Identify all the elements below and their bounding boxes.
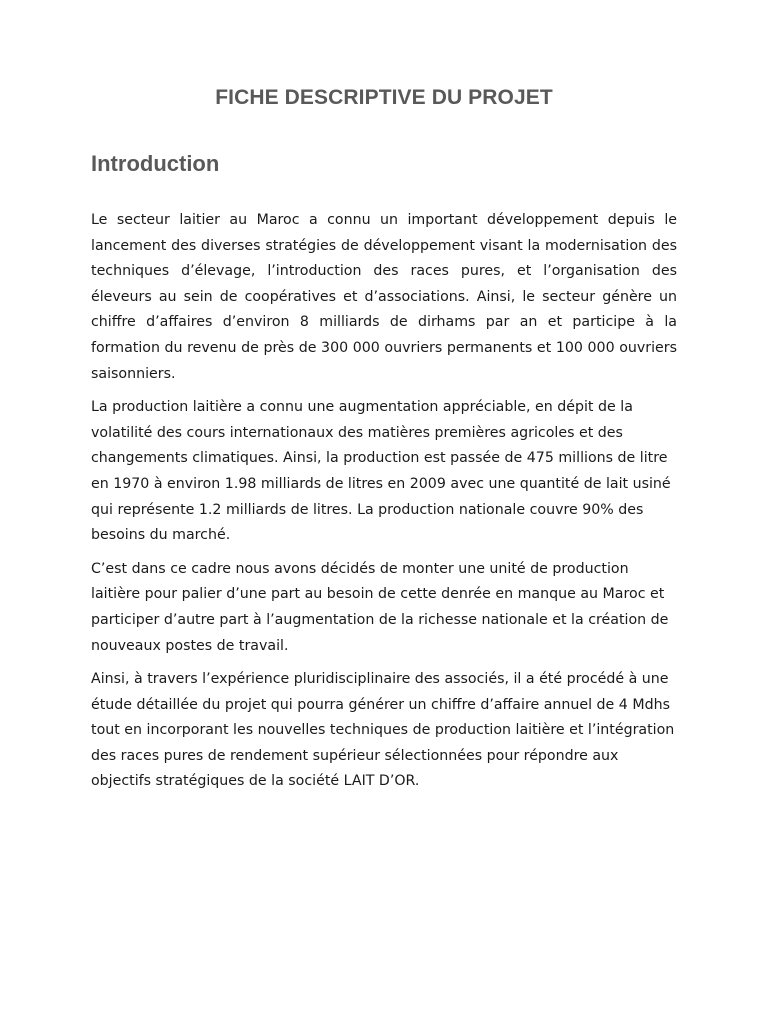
paragraph-4: Ainsi, à travers l’expérience pluridisciplinaire des associés, il a été procédé à une étude détaillée du projet qui pourra générer un chiffre d’affaire annuel de 4 Mdhs tout en incorporant les nouvelles techniques de production laitière et l’intégration des races pures de rendement supérieur sélectionnées pour répondre aux objectifs stratégiques de la société LAIT D’OR.: [91, 671, 675, 790]
document-title: FICHE DESCRIPTIVE DU PROJET: [215, 86, 553, 109]
section-heading-introduction: Introduction: [91, 151, 220, 176]
paragraph-2: La production laitière a connu une augmentation appréciable, en dépit de la volatilité des cours internationaux des matières premières agricoles et des changements climatiques. Ainsi, la production est passée de 475 millions de litre en 1970 à environ 1.98 milliards de litres en 2009 avec une quantité de lait usiné qui représente 1.2 milliards de litres. La production nationale couvre 90% des besoins du marché.: [91, 399, 671, 544]
paragraph-3: C’est dans ce cadre nous avons décidés de monter une unité de production laitière pour palier d’une part au besoin de cette denrée en manque au Maroc et participer d’autre part à l’augmentation de la richesse nationale et la création de nouveaux postes de travail.: [91, 560, 669, 654]
document-body: [91, 208, 677, 803]
paragraph-1: Le secteur laitier au Maroc a connu un important développement depuis le lancement des diverses stratégies de développement visant la modernisation des techniques d’élevage, l’introduction des races pures, et l’organisation des éleveurs au sein de coopératives et d’associations. Ainsi, le secteur génère un chiffre d’affaires d’environ 8 milliards de dirhams par an et participe à la formation du revenu de près de 300 000 ouvriers permanents et 100 000 ouvriers saisonniers.: [91, 212, 677, 382]
